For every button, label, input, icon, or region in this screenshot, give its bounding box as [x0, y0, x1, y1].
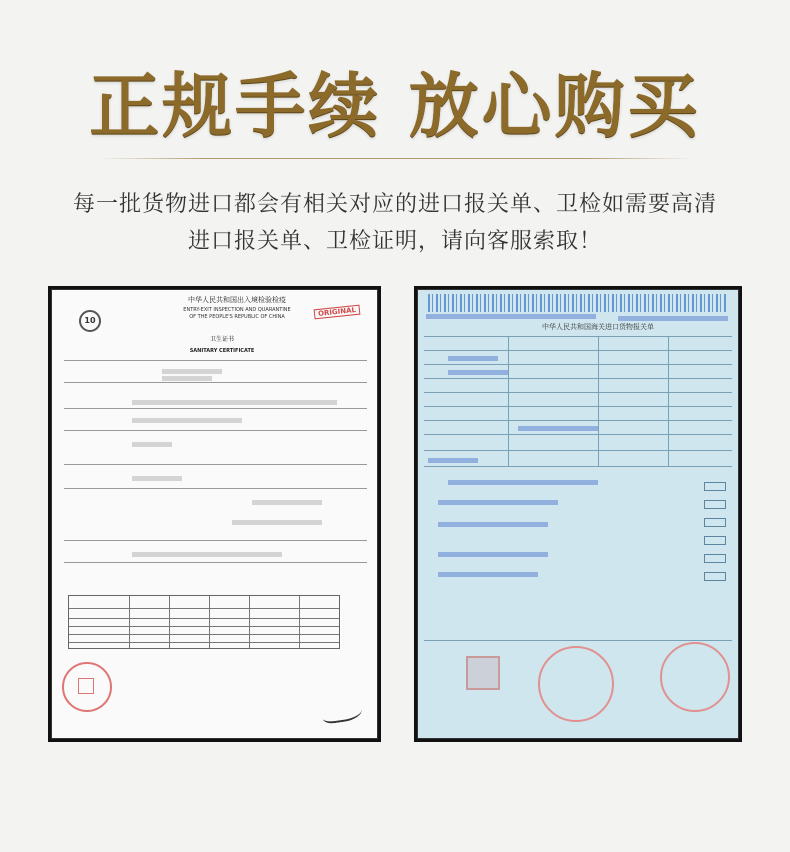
form-line [64, 540, 367, 541]
form-line [508, 336, 509, 466]
checkbox [704, 500, 726, 509]
sanitary-certificate-image [52, 290, 377, 738]
form-line [424, 640, 732, 641]
signature-icon [321, 699, 363, 724]
form-line [424, 378, 732, 379]
form-line [64, 408, 367, 409]
form-line [424, 466, 732, 467]
original-stamp: ORIGINAL [314, 305, 361, 320]
form-line [424, 392, 732, 393]
checkbox [704, 482, 726, 491]
redacted-field [162, 376, 212, 381]
checkbox [704, 518, 726, 527]
form-line [64, 360, 367, 361]
checkbox [704, 572, 726, 581]
form-line [668, 336, 669, 466]
redacted-field [132, 476, 182, 481]
certificate-title-cn: 中华人民共和国出入境检验检疫 [188, 296, 286, 304]
subtitle-line-1: 每一批货物进口都会有相关对应的进口报关单、卫检如需要高清 [72, 192, 717, 217]
checkbox [704, 554, 726, 563]
certificate-doc-title-cn: 卫生证书 [209, 336, 234, 343]
barcode-icon [428, 294, 728, 312]
subtitle-line-2: 进口报关单、卫检证明，请向客服索取！ [187, 229, 602, 254]
form-line [424, 420, 732, 421]
redacted-field [132, 552, 282, 557]
ciq-logo: 10 [79, 310, 101, 332]
redacted-field [438, 522, 548, 527]
redacted-field [132, 442, 172, 447]
certificate-title-en-2: OF THE PEOPLE'S REPUBLIC OF CHINA [189, 314, 285, 320]
headline-right: 放心购买 [408, 65, 701, 147]
form-line [424, 336, 732, 337]
redacted-field [426, 314, 596, 319]
red-seal-icon [660, 642, 730, 712]
form-line [424, 350, 732, 351]
headline [0, 50, 790, 151]
certificate-doc-title-en: SANITARY CERTIFICATE [189, 348, 255, 354]
form-line [64, 488, 367, 489]
form-line [424, 406, 732, 407]
redacted-field [618, 316, 728, 321]
redacted-field [448, 480, 598, 485]
red-seal-icon [62, 662, 112, 712]
redacted-field [132, 400, 337, 405]
redacted-field [252, 500, 322, 505]
redacted-field [162, 369, 222, 374]
square-stamp-icon [466, 656, 500, 690]
redacted-field [438, 500, 558, 505]
form-line [424, 364, 732, 365]
redacted-field [448, 356, 498, 361]
redacted-field [232, 520, 322, 525]
redacted-field [438, 572, 538, 577]
red-seal-icon [538, 646, 614, 722]
form-line [424, 434, 732, 435]
redacted-field [428, 458, 478, 463]
certificate-table [68, 595, 340, 649]
redacted-field [438, 552, 548, 557]
form-line [64, 562, 367, 563]
form-line [64, 430, 367, 431]
certificate-title-en-1: ENTRY-EXIT INSPECTION AND QUARANTINE [183, 307, 291, 313]
form-line [64, 382, 367, 383]
redacted-field [518, 426, 598, 431]
divider [98, 158, 692, 159]
redacted-field [132, 418, 242, 423]
headline-left: 正规手续 [89, 65, 382, 147]
form-line [424, 450, 732, 451]
checkbox [704, 536, 726, 545]
form-line [598, 336, 599, 466]
redacted-field [448, 370, 508, 375]
declaration-title: 中华人民共和国海关进口货物报关单 [542, 323, 654, 331]
customs-declaration-image [418, 290, 738, 738]
form-line [64, 464, 367, 465]
